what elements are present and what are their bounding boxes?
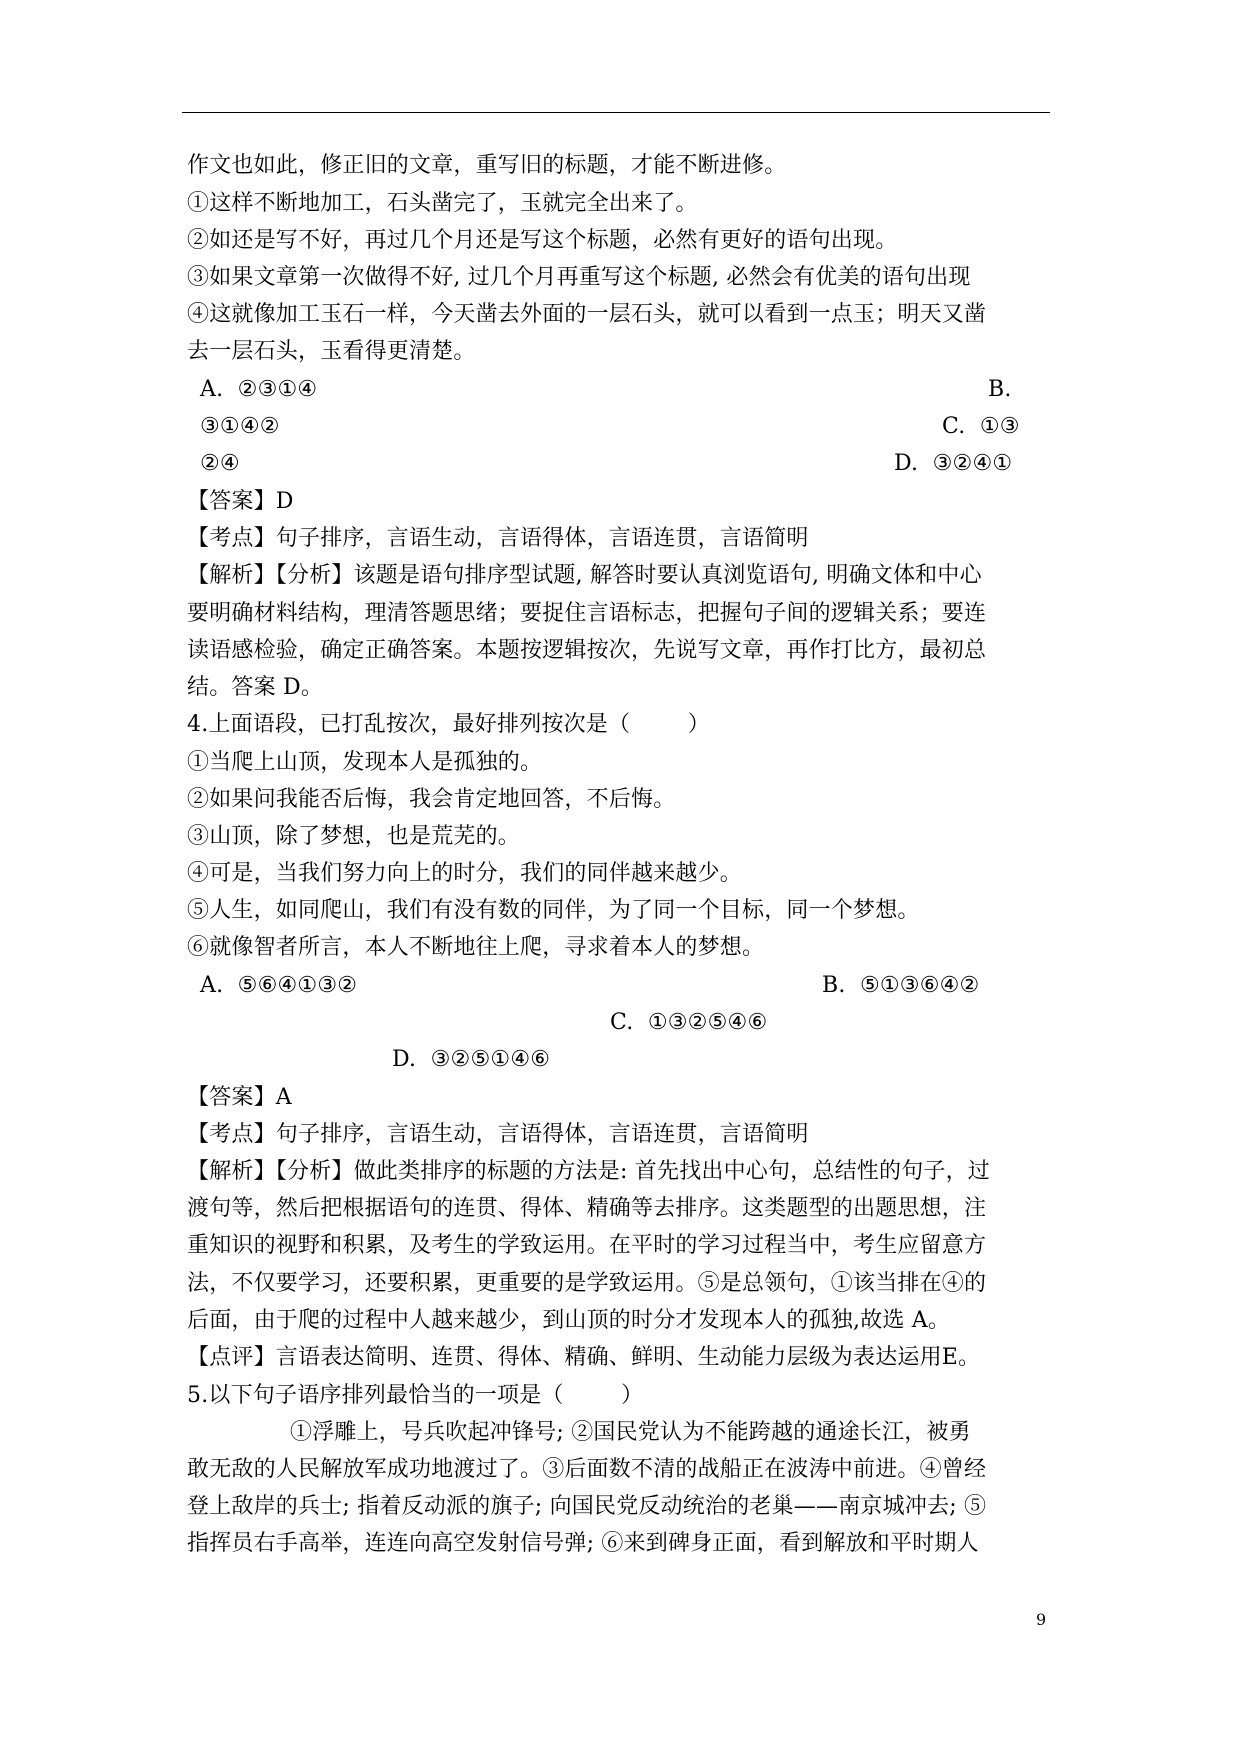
q4-item: ①当爬上山顶，发现本人是孤独的。 [187, 750, 543, 775]
q3-answer: 【答案】D [187, 489, 294, 514]
q3-option-a: A. ②③①④ [200, 377, 318, 402]
q4-answer: 【答案】A [187, 1085, 292, 1110]
q4-analysis-line: 【解析】【分析】做此类排序的标题的方法是: 首先找出中心句，总结性的句子，过 [187, 1159, 991, 1184]
q4-option-a: A. ⑤⑥④①③② [200, 973, 358, 998]
q3-option-b-value: ③①④② [200, 414, 280, 439]
q4-analysis-line: 法，不仅要学习，还要积累，更重要的是学致运用。⑤是总领句，①该当排在④的 [187, 1271, 987, 1296]
q4-option-c: C. ①③②⑤④⑥ [610, 1010, 768, 1035]
q4-stem: 4.上面语段，已打乱按次，最好排列按次是（ ） [187, 712, 710, 737]
q4-analysis-line: 重知识的视野和积累，及考生的学致运用。在平时的学习过程当中，考生应留意方 [187, 1233, 987, 1258]
text-line: ①这样不断地加工，石头凿完了，玉就完全出来了。 [187, 191, 698, 216]
q3-analysis-line: 【解析】【分析】该题是语句排序型试题, 解答时要认真浏览语句, 明确文体和中心 [187, 563, 982, 588]
text-line: 作文也如此，修正旧的文章，重写旧的标题，才能不断进修。 [187, 153, 787, 178]
q3-kaodian: 【考点】句子排序，言语生动，言语得体，言语连贯，言语简明 [187, 526, 809, 551]
q5-text-line: 登上敌岸的兵士; 指着反动派的旗子; 向国民党反动统治的老巢——南京城冲去; ⑤ [187, 1494, 987, 1519]
header-rule [182, 112, 1050, 113]
q4-item: ③山顶，除了梦想，也是荒芜的。 [187, 824, 521, 849]
q5-text-line: 指挥员右手高举，连连向高空发射信号弹; ⑥来到碑身正面，看到解放和平时期人 [187, 1531, 979, 1556]
q4-item: ⑥就像智者所言，本人不断地往上爬，寻求着本人的梦想。 [187, 935, 765, 960]
q3-analysis-line: 结。答案 D。 [187, 675, 324, 700]
q4-item: ⑤人生，如同爬山，我们有没有数的同伴，为了同一个目标，同一个梦想。 [187, 898, 920, 923]
q4-kaodian: 【考点】句子排序，言语生动，言语得体，言语连贯，言语简明 [187, 1122, 809, 1147]
q4-analysis-line: 后面，由于爬的过程中人越来越少，到山顶的时分才发现本人的孤独,故选 A。 [187, 1308, 951, 1333]
q4-dianping: 【点评】言语表达简明、连贯、得体、精确、鲜明、生动能力层级为表达运用E。 [187, 1345, 981, 1370]
q4-option-d: D. ③②⑤①④⑥ [392, 1047, 551, 1072]
q3-option-b: B. [988, 377, 1012, 402]
text-line: 去一层石头，玉看得更清楚。 [187, 339, 476, 364]
text-line: ④这就像加工玉石一样，今天凿去外面的一层石头，就可以看到一点玉；明天又凿 [187, 302, 987, 327]
text-line: ②如还是写不好，再过几个月还是写这个标题，必然有更好的语句出现。 [187, 228, 898, 253]
q3-analysis-line: 读语感检验，确定正确答案。本题按逻辑按次，先说写文章，再作打比方，最初总 [187, 638, 987, 663]
q5-stem: 5.以下句子语序排列最恰当的一项是（ ） [187, 1383, 644, 1408]
q5-text-line: ①浮雕上，号兵吹起冲锋号; ②国民党认为不能跨越的通途长江，被勇 [290, 1420, 971, 1445]
q5-text-line: 敢无敌的人民解放军成功地渡过了。③后面数不清的战船正在波涛中前进。④曾经 [187, 1457, 987, 1482]
text-line: ③如果文章第一次做得不好, 过几个月再重写这个标题, 必然会有优美的语句出现 [187, 265, 971, 290]
q4-item: ④可是，当我们努力向上的时分，我们的同伴越来越少。 [187, 861, 743, 886]
q4-item: ②如果问我能否后悔，我会肯定地回答，不后悔。 [187, 787, 676, 812]
q4-option-b: B. ⑤①③⑥④② [822, 973, 980, 998]
page-number: 9 [1036, 1610, 1047, 1629]
q3-option-d: D. ③②④① [894, 451, 1013, 476]
q3-analysis-line: 要明确材料结构，理清答题思绪；要捉住言语标志，把握句子间的逻辑关系；要连 [187, 601, 987, 626]
q3-option-c: C. ①③ [942, 414, 1020, 439]
q4-analysis-line: 渡句等，然后把根据语句的连贯、得体、精确等去排序。这类题型的出题思想，注 [187, 1196, 987, 1221]
q3-option-c-value: ②④ [200, 451, 240, 476]
